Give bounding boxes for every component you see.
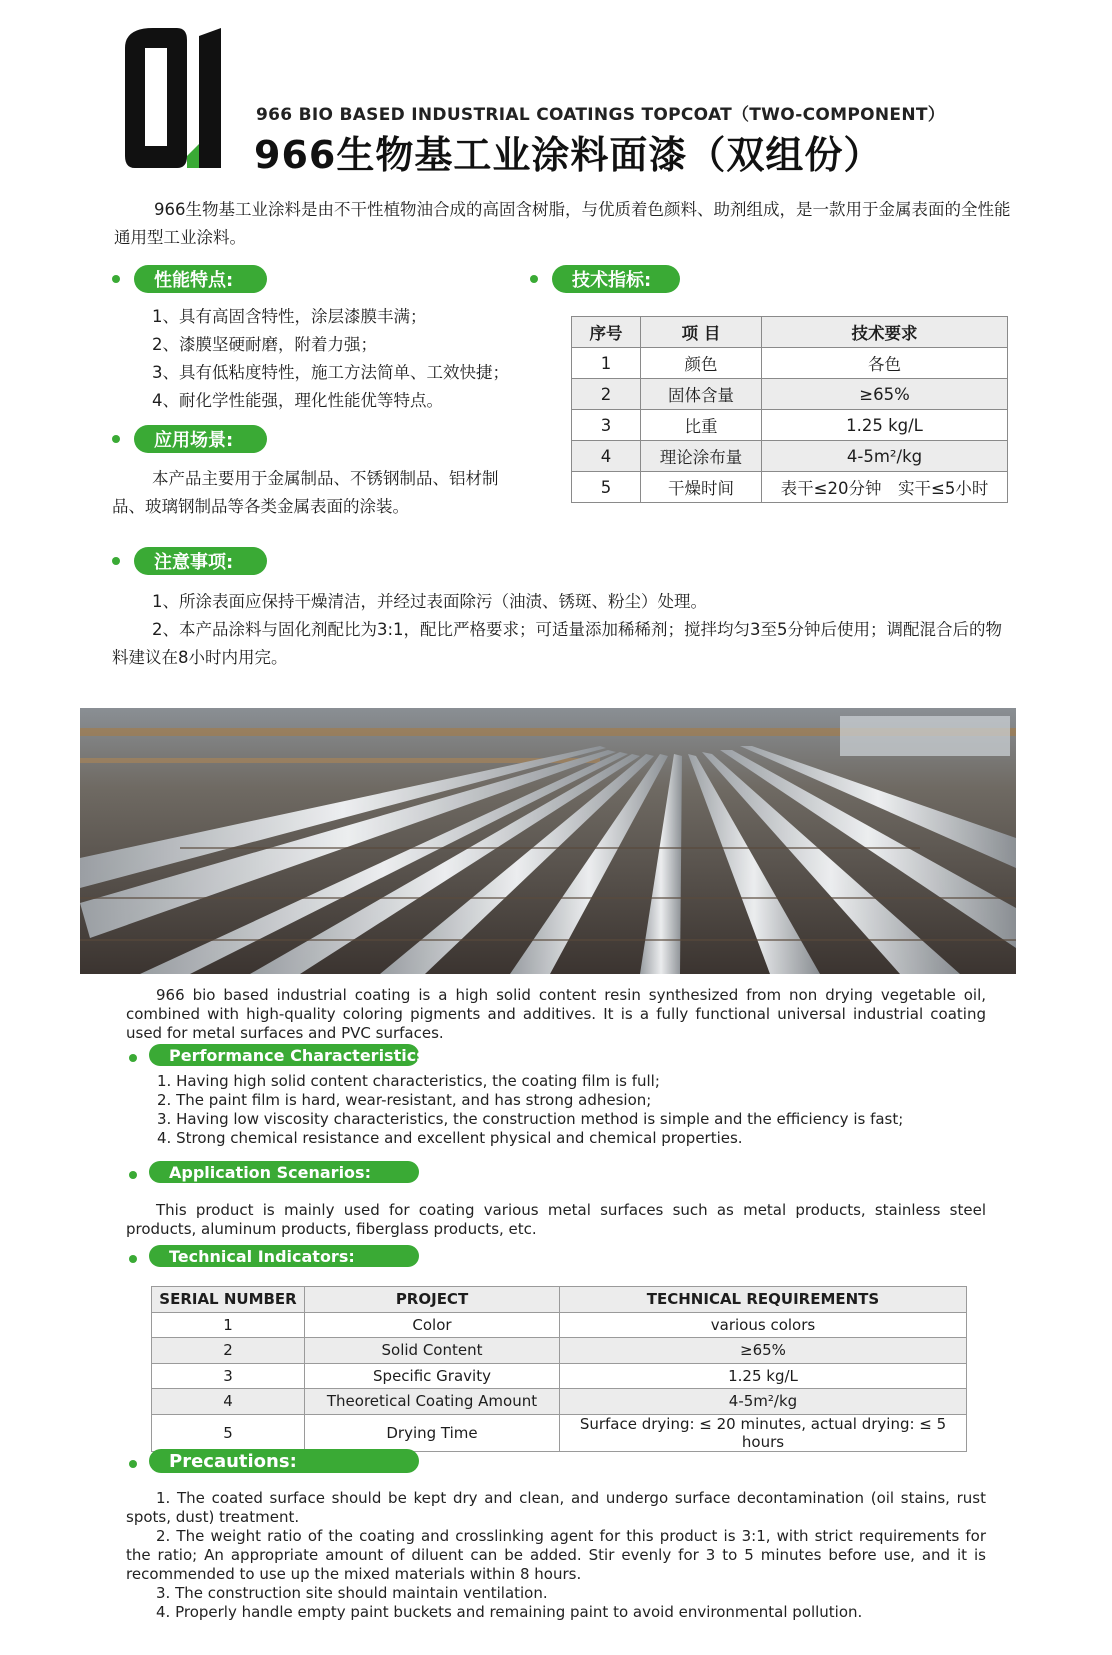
bullet-dot: [112, 435, 120, 443]
column-header: TECHNICAL REQUIREMENTS: [560, 1287, 967, 1313]
table-cell: 4: [152, 1389, 305, 1415]
table-cell: 4-5m²/kg: [560, 1389, 967, 1415]
table-row: [152, 1414, 967, 1451]
table-cell: Color: [305, 1312, 560, 1338]
column-header: 项 目: [641, 317, 762, 348]
title-chinese: 966生物基工业涂料面漆（双组份）: [254, 133, 883, 177]
aluminum-profiles-photo: [80, 708, 1016, 974]
table-row: [572, 472, 1008, 503]
factory-window: [840, 716, 1010, 756]
table-cell: 固体含量: [641, 379, 762, 410]
table-cell: Solid Content: [305, 1338, 560, 1364]
bullet-dot: [530, 275, 538, 283]
bullet-dot: [129, 1171, 137, 1179]
table-cell: 各色: [762, 348, 1008, 379]
column-header: 技术要求: [762, 317, 1008, 348]
bullet-dot: [129, 1460, 137, 1468]
list-item: 1、所涂表面应保持干燥清洁，并经过表面除污（油渍、锈斑、粉尘）处理。: [152, 592, 707, 611]
list-item: 3. The construction site should maintain ventilation.: [156, 1584, 548, 1602]
list-item: 2. The paint film is hard, wear-resistant, and has strong adhesion;: [157, 1091, 652, 1109]
table-cell: 3: [572, 410, 641, 441]
list-item: 4、耐化学性能强，理化性能优等特点。: [152, 391, 443, 410]
table-cell: ≥65%: [560, 1338, 967, 1364]
factory-frame: [80, 758, 600, 763]
logo-digit-zero: [125, 28, 187, 168]
bullet-dot: [112, 275, 120, 283]
table-cell: various colors: [560, 1312, 967, 1338]
heading-tech-en: Technical Indicators:: [149, 1245, 419, 1267]
table-row: [152, 1312, 967, 1338]
precautions-list-cn: [112, 588, 1010, 672]
heading-features-en: Performance Characteristics:: [149, 1044, 419, 1066]
table-header-row: [152, 1287, 967, 1313]
tech-table-en: [151, 1286, 967, 1452]
table-cell: 2: [572, 379, 641, 410]
logo-accent: [187, 144, 199, 168]
table-row: [152, 1338, 967, 1364]
table-cell: ≥65%: [762, 379, 1008, 410]
heading-precautions-cn: 注意事项:: [134, 547, 267, 575]
list-item: 1、具有高固含特性，涂层漆膜丰满；: [152, 307, 427, 326]
table-row: [152, 1389, 967, 1415]
list-item: 3. Having low viscosity characteristics, the construction method is simple and the efficiency is fast;: [157, 1110, 904, 1128]
column-header: PROJECT: [305, 1287, 560, 1313]
features-list-cn: [152, 303, 509, 415]
table-cell: 比重: [641, 410, 762, 441]
table-header-row: [572, 317, 1008, 348]
heading-precautions-en: Precautions:: [149, 1449, 419, 1473]
table-cell: 表干≤20分钟 实干≤5小时: [762, 472, 1008, 503]
table-cell: 2: [152, 1338, 305, 1364]
table-cell: 颜色: [641, 348, 762, 379]
list-item: 2. The weight ratio of the coating and crosslinking agent for this product is 3:1, with strict requirements for the ratio; An appropriate amount of diluent can be added. Stir evenly for 3 to 5 minutes before use, and it is recommended to use up the mixed materials within 8 hours.: [126, 1527, 986, 1583]
table-cell: Theoretical Coating Amount: [305, 1389, 560, 1415]
table-cell: 4-5m²/kg: [762, 441, 1008, 472]
heading-application-cn: 应用场景:: [134, 425, 267, 453]
column-header: SERIAL NUMBER: [152, 1287, 305, 1313]
list-item: 1. Having high solid content characteristics, the coating film is full;: [157, 1072, 660, 1090]
list-item: 1. The coated surface should be kept dry and clean, and undergo surface decontamination (oil stains, rust spots, dust) treatment.: [126, 1489, 986, 1526]
list-item: 2、漆膜坚硬耐磨，附着力强；: [152, 335, 377, 354]
table-cell: 4: [572, 441, 641, 472]
list-item: 2、本产品涂料与固化剂配比为3:1，配比严格要求；可适量添加稀稀剂；搅拌均匀3至5分钟后使用；调配混合后的物料建议在8小时内用完。: [112, 620, 1003, 667]
bullet-dot: [129, 1255, 137, 1263]
features-list-en: [157, 1072, 997, 1148]
intro-english: 966 bio based industrial coating is a high solid content resin synthesized from non drying vegetable oil, combined with high-quality coloring pigments and additives. It is a fully functional universal industrial coating used for metal surfaces and PVC surfaces.: [126, 986, 986, 1042]
title-english: 966 BIO BASED INDUSTRIAL COATINGS TOPCOAT（TWO-COMPONENT）: [256, 105, 946, 125]
table-row: [572, 379, 1008, 410]
table-row: [572, 348, 1008, 379]
table-cell: 1: [572, 348, 641, 379]
intro-chinese: 966生物基工业涂料是由不干性植物油合成的高固含树脂，与优质着色颜料、助剂组成，是一款用于金属表面的全性能通用型工业涂料。: [114, 200, 1011, 247]
list-item: 4. Strong chemical resistance and excellent physical and chemical properties.: [157, 1129, 743, 1147]
list-item: 3、具有低粘度特性，施工方法简单、工效快捷；: [152, 363, 509, 382]
table-cell: Drying Time: [305, 1414, 560, 1451]
table-cell: Surface drying: ≤ 20 minutes, actual drying: ≤ 5 hours: [560, 1414, 967, 1451]
heading-application-en: Application Scenarios:: [149, 1161, 419, 1183]
section-number-logo: [125, 28, 235, 168]
table-cell: Specific Gravity: [305, 1363, 560, 1389]
table-cell: 1: [152, 1312, 305, 1338]
table-cell: 1.25 kg/L: [762, 410, 1008, 441]
table-cell: 干燥时间: [641, 472, 762, 503]
application-text-cn: 本产品主要用于金属制品、不锈钢制品、铝材制品、玻璃钢制品等各类金属表面的涂装。: [112, 469, 499, 516]
bullet-dot: [129, 1054, 137, 1062]
table-row: [572, 441, 1008, 472]
precautions-list-en: [126, 1489, 986, 1622]
heading-features-cn: 性能特点:: [134, 265, 267, 293]
table-row: [152, 1363, 967, 1389]
table-row: [572, 410, 1008, 441]
tech-table-cn: [571, 316, 1008, 503]
table-cell: 1.25 kg/L: [560, 1363, 967, 1389]
table-cell: 3: [152, 1363, 305, 1389]
list-item: 4. Properly handle empty paint buckets and remaining paint to avoid environmental pollution.: [156, 1603, 863, 1621]
application-text-en: This product is mainly used for coating various metal surfaces such as metal products, stainless steel products, aluminum products, fiberglass products, etc.: [126, 1201, 986, 1238]
column-header: 序号: [572, 317, 641, 348]
heading-tech-cn: 技术指标:: [552, 265, 680, 293]
logo-digit-one: [199, 28, 221, 168]
table-cell: 5: [152, 1414, 305, 1451]
bullet-dot: [112, 557, 120, 565]
table-cell: 5: [572, 472, 641, 503]
table-cell: 理论涂布量: [641, 441, 762, 472]
